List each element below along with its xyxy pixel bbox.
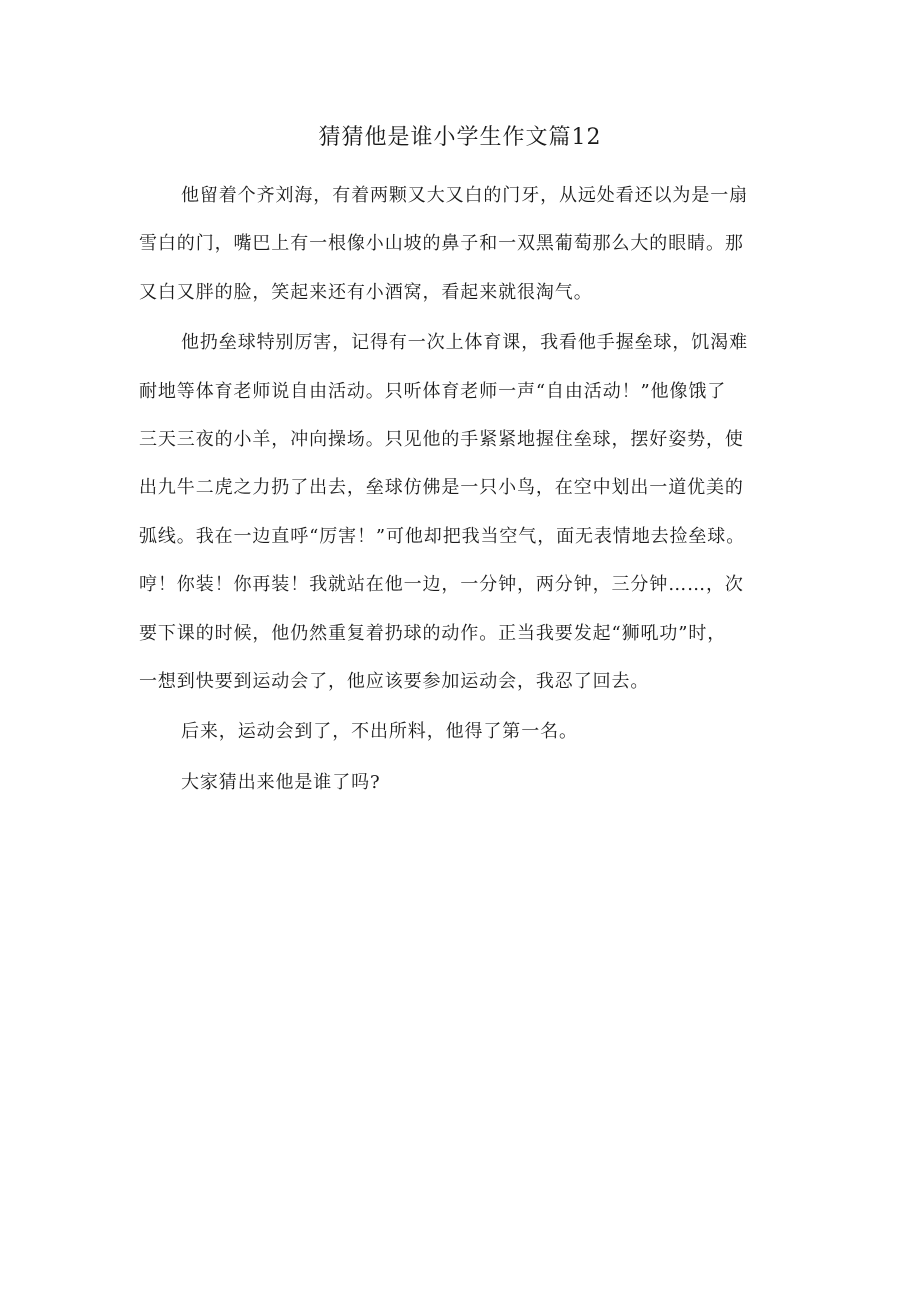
paragraph-line: 耐地等体育老师说自由活动。只听体育老师一声“自由活动！”他像饿了 — [139, 380, 727, 402]
paragraph-line: 出九牛二虎之力扔了出去，垒球仿佛是一只小鸟，在空中划出一道优美的 — [139, 477, 744, 499]
paragraph-2 — [139, 319, 791, 706]
paragraph-line: 一想到快要到运动会了，他应该要参加运动会，我忍了回去。 — [139, 670, 650, 692]
paragraph-4 — [139, 759, 791, 807]
paragraph-1 — [139, 172, 791, 317]
paragraph-line: 三天三夜的小羊，冲向操场。只见他的手紧紧地握住垒球，摆好姿势，使 — [139, 428, 744, 450]
paragraph-line: 大家猜出来他是谁了吗? — [181, 771, 381, 793]
paragraph-3 — [139, 708, 791, 756]
paragraph-line: 后来，运动会到了，不出所料，他得了第一名。 — [181, 721, 578, 743]
paragraph-line: 又白又胖的脸，笑起来还有小酒窝，看起来就很淘气。 — [139, 281, 593, 303]
paragraph-line: 要下课的时候，他仍然重复着扔球的动作。正当我要发起“狮吼功”时， — [139, 622, 727, 644]
paragraph-line: 他扔垒球特别厉害，记得有一次上体育课，我看他手握垒球，饥渴难 — [181, 332, 748, 354]
paragraph-line: 弧线。我在一边直呼“厉害！”可他却把我当空气，面无表情地去捡垒球。 — [139, 525, 746, 547]
document-body — [139, 172, 791, 809]
paragraph-line: 哼！你装！你再装！我就站在他一边，一分钟，两分钟，三分钟……，次 — [139, 574, 744, 596]
document-title: 猜猜他是谁小学生作文篇12 — [318, 125, 602, 150]
paragraph-line: 他留着个齐刘海，有着两颗又大又白的门牙，从远处看还以为是一扇 — [181, 185, 748, 206]
paragraph-line: 雪白的门，嘴巴上有一根像小山坡的鼻子和一双黑葡萄那么大的眼睛。那 — [139, 233, 744, 255]
